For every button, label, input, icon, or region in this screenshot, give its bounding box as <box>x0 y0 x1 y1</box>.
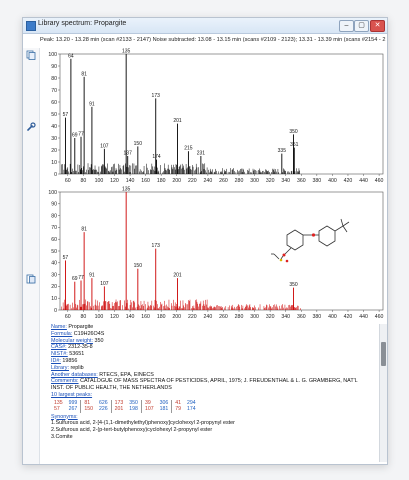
peak-mz: 81 <box>81 400 96 406</box>
x-tick-label: 100 <box>94 314 104 320</box>
details-scrollbar[interactable] <box>379 324 387 462</box>
window-title: Library spectrum: Propargite <box>38 20 127 27</box>
x-tick-label: 340 <box>281 178 291 184</box>
y-tick-label: 50 <box>51 248 57 255</box>
y-tick-label: 90 <box>51 63 57 70</box>
name-label[interactable]: Name: <box>51 324 67 330</box>
nist-label[interactable]: NIST#: <box>51 351 68 358</box>
x-tick-label: 80 <box>80 178 87 184</box>
peak-label: 335 <box>277 148 286 155</box>
largest-peaks-label[interactable]: 10 largest peaks: <box>51 391 93 398</box>
peak-label: 135 <box>121 48 131 55</box>
title-bar <box>23 18 387 34</box>
comments-value: CATALOGUE OF MASS SPECTRA OF PESTICIDES, APRIL, 1975; J. FREUDENTHAL & L. G. GRAMBERG, NAT'L INST. OF PUBLIC HEALTH, THE NETHERLANDS <box>51 378 358 392</box>
y-tick-label: 20 <box>51 147 57 154</box>
y-tick-label: 30 <box>51 272 57 279</box>
minimize-button[interactable]: – <box>339 20 354 32</box>
x-tick-label: 100 <box>94 178 104 184</box>
x-tick-label: 360 <box>296 178 306 184</box>
nist-value: 53651 <box>69 351 85 358</box>
wrench-icon[interactable] <box>26 122 36 132</box>
y-tick-label: 100 <box>48 51 57 58</box>
peak-label: 69 <box>72 276 78 283</box>
x-tick-label: 460 <box>374 178 384 184</box>
x-tick-label: 160 <box>141 178 150 184</box>
x-tick-label: 60 <box>64 178 71 184</box>
other-databases-label[interactable]: Another databases: <box>51 371 98 378</box>
x-tick-label: 140 <box>125 314 135 320</box>
x-tick-label: 360 <box>296 314 306 320</box>
peak-label: 231 <box>196 150 206 157</box>
synonym-item: 1.Sulfurous acid, 2-[4-(1,1-dimethylethyl)phenoxy]cyclohexyl 2-propynyl ester <box>51 420 235 427</box>
peak-mz: 150 <box>81 406 96 412</box>
peak-abundance: 267 <box>68 406 78 413</box>
peak-label: 57 <box>62 254 69 261</box>
x-tick-label: 220 <box>187 178 197 184</box>
x-tick-label: 260 <box>219 314 228 320</box>
peak-label: 91 <box>89 101 95 108</box>
formula-value: C19H26O4S <box>73 330 105 337</box>
molecular-weight-label[interactable]: Molecular weight: <box>51 337 93 344</box>
largest-peaks-table <box>51 400 199 413</box>
peak-abundance: 999 <box>68 399 78 406</box>
peak-label: 57 <box>62 112 69 119</box>
formula-label[interactable]: Formula: <box>51 330 73 337</box>
x-tick-label: 240 <box>203 314 213 320</box>
copy-spectrum-icon[interactable] <box>26 50 36 60</box>
peak-abundance: 294 <box>187 399 196 406</box>
library-label[interactable]: Library: <box>51 364 69 371</box>
x-tick-label: 240 <box>203 178 213 184</box>
x-tick-label: 440 <box>359 314 368 320</box>
x-tick-label: 440 <box>359 178 368 184</box>
y-tick-label: 0 <box>54 171 57 178</box>
peak-abundance: 174 <box>187 406 196 413</box>
synonyms-label[interactable]: Synonyms: <box>51 413 78 420</box>
y-tick-label: 20 <box>51 284 57 291</box>
name-value: Propargite <box>68 324 94 330</box>
table-row <box>51 406 199 412</box>
synonym-item: 2.Sulfurous acid, 2-(p-tert-butylphenoxy)cyclohexyl 2-propynyl ester <box>51 427 213 434</box>
peak-abundance: 350 <box>129 399 138 406</box>
maximize-button[interactable]: ▢ <box>354 20 369 32</box>
peak-abundance: 306 <box>159 399 169 406</box>
y-tick-label: 50 <box>51 111 57 118</box>
peak-label: 173 <box>151 243 160 250</box>
x-tick-label: 380 <box>312 314 322 320</box>
plot-area <box>60 54 383 174</box>
x-tick-label: 180 <box>156 178 166 184</box>
molecular-weight-value: 350 <box>94 337 104 344</box>
x-tick-label: 180 <box>156 314 166 320</box>
peak-mz: 107 <box>141 406 156 412</box>
y-tick-label: 30 <box>51 135 57 142</box>
y-tick-label: 100 <box>48 189 57 196</box>
close-button[interactable]: ✕ <box>370 20 385 32</box>
peak-mz: 39 <box>141 400 156 406</box>
x-tick-label: 280 <box>234 178 244 184</box>
peak-abundance: 626 <box>98 399 108 406</box>
peak-label: 174 <box>152 154 161 161</box>
spectrum-window-icon <box>26 21 36 31</box>
x-tick-label: 120 <box>110 314 119 320</box>
library-spectrum-window <box>22 17 388 465</box>
x-tick-label: 120 <box>110 178 119 184</box>
y-tick-label: 70 <box>51 225 57 232</box>
peak-abundance: 198 <box>129 406 138 413</box>
peak-label: 107 <box>100 143 109 150</box>
x-tick-label: 60 <box>64 314 71 320</box>
peak-mz: 201 <box>111 406 126 412</box>
x-tick-label: 400 <box>328 314 337 320</box>
x-tick-label: 420 <box>343 178 353 184</box>
y-tick-label: 10 <box>51 296 57 302</box>
peak-label: 135 <box>121 186 131 193</box>
left-toolbar <box>23 48 40 464</box>
y-tick-label: 40 <box>51 260 57 267</box>
y-tick-label: 40 <box>51 123 57 130</box>
x-tick-label: 460 <box>374 314 384 320</box>
x-tick-label: 300 <box>250 314 259 320</box>
library-document-icon[interactable] <box>26 274 36 284</box>
synonym-item: 3.Comite <box>51 433 73 440</box>
peak-label: 150 <box>133 263 143 270</box>
peak-label: 77 <box>78 275 84 281</box>
y-tick-label: 10 <box>51 159 57 166</box>
peak-abundance: 226 <box>98 406 108 413</box>
y-tick-label: 90 <box>51 201 57 208</box>
x-tick-label: 140 <box>125 178 135 184</box>
library-value: replib <box>70 364 84 371</box>
x-tick-label: 260 <box>219 178 228 184</box>
propargite-structure-image <box>271 213 367 263</box>
x-tick-label: 400 <box>328 178 337 184</box>
id-label[interactable]: ID#: <box>51 357 61 364</box>
scan-info-line: Peak: 13.20 - 13.28 min (scan #2133 - 2147) Noise subtracted: 13.08 - 13.15 min (scans #2109 - 2123); 13.31 - 13.39 min (scans #2154 - 2 <box>40 37 386 43</box>
peak-label: 107 <box>100 280 109 287</box>
peak-mz: 79 <box>172 406 184 412</box>
peak-label: 173 <box>151 92 160 99</box>
measured-spectrum-plot[interactable] <box>40 46 387 186</box>
y-tick-label: 70 <box>51 87 57 94</box>
peak-label: 350 <box>289 128 298 135</box>
y-tick-label: 60 <box>51 237 57 243</box>
x-tick-label: 340 <box>281 314 291 320</box>
scrollbar-thumb[interactable] <box>381 342 386 366</box>
y-tick-label: 80 <box>51 75 57 82</box>
peak-abundance: 181 <box>159 406 169 413</box>
peak-label: 350 <box>289 282 298 289</box>
peak-mz: 57 <box>54 406 60 413</box>
peak-label: 351 <box>290 142 299 149</box>
peak-label: 215 <box>184 145 193 152</box>
compound-details-panel <box>51 324 371 464</box>
peak-mz: 173 <box>111 400 126 406</box>
x-tick-label: 200 <box>172 178 182 184</box>
measured-spectrum-chart[interactable] <box>40 46 387 186</box>
cas-label[interactable]: CAS#: <box>51 344 67 351</box>
peak-label: 81 <box>81 71 87 78</box>
peak-label: 77 <box>78 131 84 138</box>
y-tick-label: 60 <box>51 99 57 106</box>
x-tick-label: 200 <box>172 314 182 320</box>
peak-label: 91 <box>89 272 95 279</box>
peak-mz: 41 <box>172 400 184 406</box>
peak-label: 201 <box>173 272 182 279</box>
x-tick-label: 160 <box>141 314 150 320</box>
peak-label: 137 <box>123 150 132 157</box>
y-tick-label: 80 <box>51 213 57 220</box>
x-tick-label: 80 <box>80 314 87 320</box>
peak-label: 69 <box>72 132 78 139</box>
x-tick-label: 420 <box>343 314 353 320</box>
y-tick-label: 0 <box>54 307 57 314</box>
cas-value: 2312-35-8 <box>68 344 93 351</box>
peak-label: 64 <box>68 53 74 60</box>
comments-label[interactable]: Comments: <box>51 378 79 385</box>
id-value: 19856 <box>62 357 78 364</box>
x-tick-label: 320 <box>265 178 275 184</box>
x-tick-label: 220 <box>187 314 197 320</box>
other-databases-value: RTECS, EPA, EINECS <box>99 371 154 378</box>
peak-label: 150 <box>133 140 143 147</box>
peak-label: 201 <box>173 118 182 125</box>
x-tick-label: 300 <box>250 178 259 184</box>
x-tick-label: 280 <box>234 314 244 320</box>
peak-label: 81 <box>81 226 87 233</box>
peak-mz: 135 <box>54 399 63 406</box>
x-tick-label: 320 <box>265 314 275 320</box>
x-tick-label: 380 <box>312 178 322 184</box>
